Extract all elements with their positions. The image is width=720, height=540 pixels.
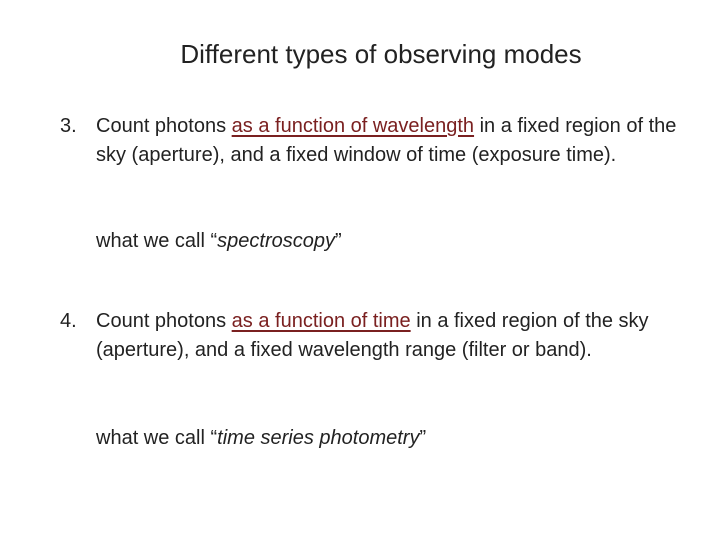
text-before: Count photons <box>96 115 232 137</box>
note-suffix: ” <box>419 427 427 449</box>
list-item-4 <box>60 307 680 365</box>
text-before: Count photons <box>96 310 232 332</box>
slide-title: Different types of observing modes <box>180 39 582 69</box>
note-suffix: ” <box>335 230 342 252</box>
list-item-3 <box>60 112 680 170</box>
highlighted-phrase: as a function of wavelength <box>231 115 475 137</box>
list-number: 4. <box>60 310 77 332</box>
text-after: in a fixed region of the sky (aperture), and a fixed wavelength range (filter or band). <box>96 310 649 361</box>
text-after: in a fixed region of the sky (aperture), and a fixed window of time (exposure time). <box>96 115 677 166</box>
note-prefix: what we call “ <box>96 427 218 449</box>
note-term: time series photometry <box>217 427 420 449</box>
definition-note-3 <box>96 227 342 256</box>
note-prefix: what we call “ <box>96 230 218 252</box>
list-item-text <box>96 112 680 170</box>
definition-note-4 <box>96 424 426 453</box>
list-number: 3. <box>60 115 77 137</box>
list-item-text <box>96 307 680 365</box>
highlighted-phrase: as a function of time <box>231 310 411 332</box>
note-term: spectroscopy <box>217 230 335 252</box>
